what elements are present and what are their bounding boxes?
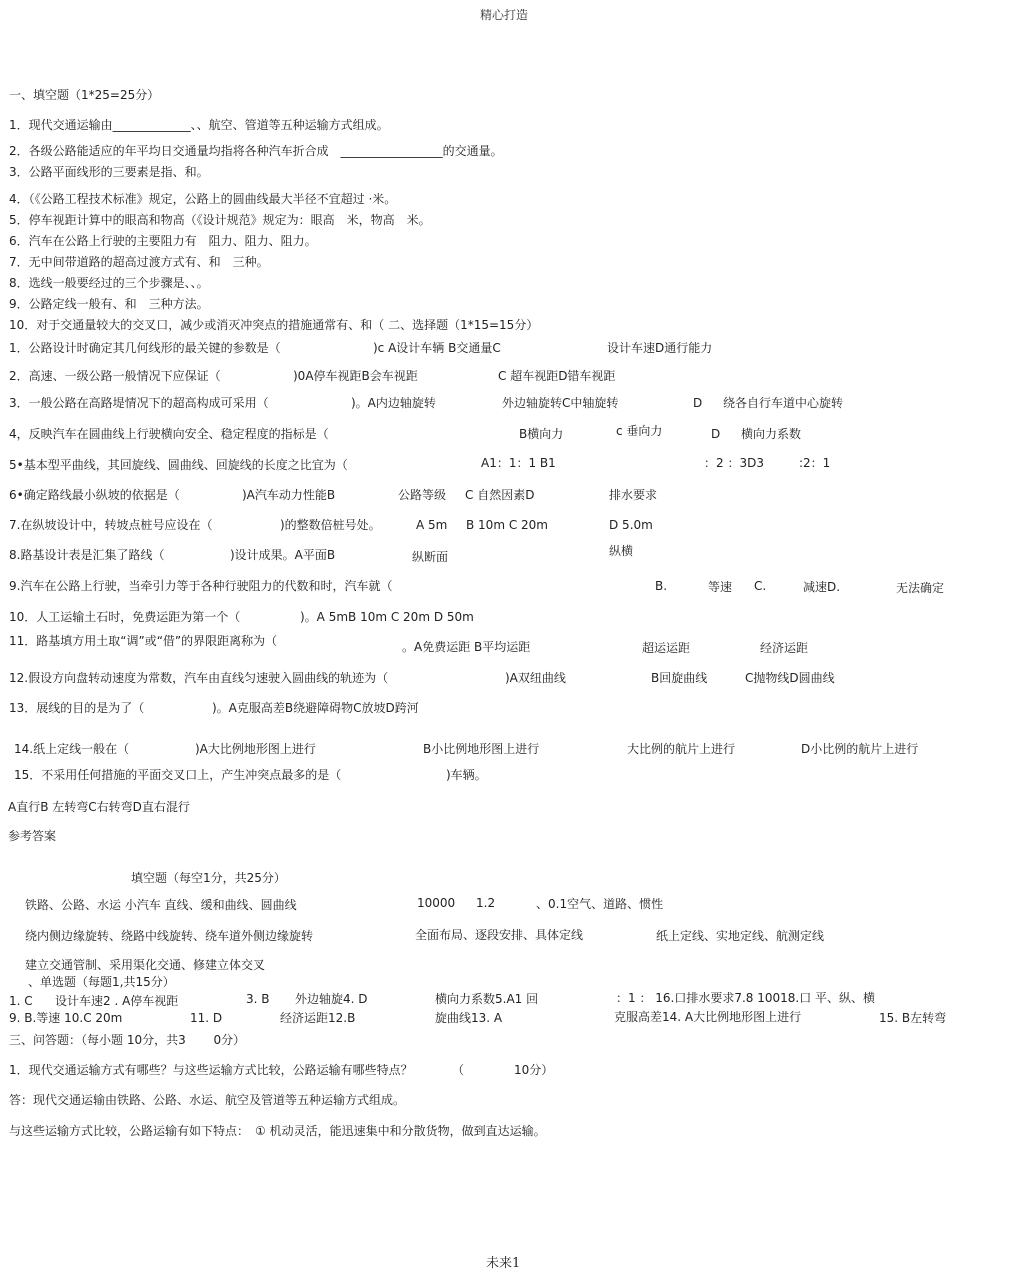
fill-question-1: 1．现代交通运输由_____________、、航空、管道等五种运输方式组成。	[9, 118, 389, 132]
answer-choice-row1-c: 3. B	[246, 992, 270, 1006]
choice-question-10: 10．人工运输土石时，免费运距为第一个（	[9, 610, 241, 624]
choice-1-options-a: )c A设计车辆 B交通量C	[373, 341, 501, 355]
answer-fill-line1-b: 10000	[417, 896, 456, 910]
choice-6-options-a: )A汽车动力性能B	[242, 488, 336, 502]
answers-choice-title: 、单选题（每题1,共15分）	[28, 975, 175, 989]
qa-question-1-paren: （	[452, 1063, 465, 1077]
choice-10-options: )。A 5mB 10m C 20m D 50m	[300, 610, 474, 624]
choice-8-options-b: 纵断面	[412, 550, 449, 564]
answer-choice-row2-d: 旋曲线13. A	[435, 1011, 503, 1025]
choice-3-options-d: 绕各自行车道中心旋转	[723, 396, 844, 410]
choice-6-options-d: 排水要求	[609, 488, 658, 502]
answer-choice-row2-a: 9. B.等速 10.C 20m	[9, 1011, 123, 1025]
choice-question-9: 9.汽车在公路上行驶，当牵引力等于各种行驶阻力的代数和时，汽车就（	[9, 579, 393, 593]
choice-15-blank: )车辆。	[446, 768, 487, 782]
answer-choice-row1-b: 设计车速2 . A停车视距	[55, 994, 179, 1008]
answer-choice-row1-a: 1. C	[9, 994, 33, 1008]
choice-question-4: 4，反映汽车在圆曲线上行驶横向安全、稳定程度的指标是（	[9, 427, 329, 441]
choice-14-options-d: D小比例的航片上进行	[801, 742, 919, 756]
answer-fill-line1-c: 1.2	[476, 896, 496, 910]
choice-7-options-d: D 5.0m	[609, 518, 653, 532]
fill-question-6: 6．汽车在公路上行驶的主要阻力有 阻力、阻力、阻力。	[9, 234, 317, 248]
choice-question-15: 15．不采用任何措施的平面交叉口上，产生冲突点最多的是（	[14, 768, 342, 782]
qa-question-1: 1．现代交通运输方式有哪些？与这些运输方式比较，公路运输有哪些特点？	[9, 1063, 413, 1077]
choice-4-options-a: B横向力	[519, 427, 564, 441]
answer-fill-line2-a: 绕内侧边缘旋转、绕路中线旋转、绕车道外侧边缘旋转	[25, 929, 314, 943]
answer-choice-row2-e: 克服高差14. A大比例地形图上进行	[614, 1010, 802, 1024]
choice-8-options-c: 纵横	[609, 544, 634, 558]
choice-9-options-b: 等速	[708, 580, 733, 594]
choice-4-options-b: c 垂向力	[616, 424, 663, 438]
answers-fill-title: 填空题（每空1分，共25分）	[131, 871, 286, 885]
choice-11-options-c: 经济运距	[760, 641, 809, 655]
answers-title: 参考答案	[8, 829, 57, 843]
choice-14-options-b: B小比例地形图上进行	[423, 742, 540, 756]
choice-2-options-a: )0A停车视距B会车视距	[293, 369, 418, 383]
choice-5-options-c: :2：1	[799, 456, 831, 470]
choice-14-options-a: )A大比例地形图上进行	[195, 742, 316, 756]
answer-choice-row1-e: 横向力系数5.A1 回	[435, 992, 539, 1006]
choice-12-options-b: B回旋曲线	[651, 671, 708, 685]
choice-question-1: 1．公路设计时确定其几何线形的最关键的参数是（	[9, 341, 281, 355]
section-title-qa: 三、问答题：（每小题 10分，共3 0分）	[9, 1033, 246, 1047]
choice-7-options-c: B 10m C 20m	[466, 518, 548, 532]
qa-question-1-score: 10分）	[514, 1063, 554, 1077]
choice-question-6: 6•确定路线最小纵坡的依据是（	[9, 488, 180, 502]
choice-question-3: 3．一般公路在高路堤情况下的超高构成可采用（	[9, 396, 269, 410]
choice-12-options-c: C抛物线D圆曲线	[745, 671, 835, 685]
choice-9-options-a: B.	[655, 579, 668, 593]
qa-answer-line2: 与这些运输方式比较，公路运输有如下特点： ① 机动灵活，能迅速集中和分散货物，做到直达运输。	[9, 1124, 546, 1138]
choice-6-options-b: 公路等级	[398, 488, 447, 502]
fill-question-3: 3．公路平面线形的三要素是指、和。	[9, 165, 209, 179]
choice-13-options: )。A克服高差B绕避障碍物C放坡D跨河	[212, 701, 419, 715]
choice-question-5: 5•基本型平曲线，其回旋线、圆曲线、回旋线的长度之比宜为（	[9, 458, 348, 472]
qa-answer-line1: 答：现代交通运输由铁路、公路、水运、航空及管道等五种运输方式组成。	[9, 1093, 406, 1107]
choice-question-8: 8.路基设计表是汇集了路线（	[9, 548, 165, 562]
choice-question-13: 13．展线的目的是为了（	[9, 701, 145, 715]
choice-14-options-c: 大比例的航片上进行	[627, 742, 736, 756]
choice-5-options-a: A1：1：1 B1	[481, 456, 556, 470]
choice-9-options-d: 减速D.	[803, 580, 841, 594]
page-header: 精心打造	[480, 8, 529, 22]
choice-3-options-b: 外边轴旋转C中轴旋转	[502, 396, 619, 410]
choice-12-options-a: )A双纽曲线	[505, 671, 566, 685]
fill-question-2: 2．各级公路能适应的年平均日交通量均指将各种汽车折合成 _________________的交通量。	[9, 144, 503, 158]
answer-choice-row1-d: 外边轴旋4. D	[295, 992, 368, 1006]
answer-choice-row2-f: 15. B左转弯	[879, 1011, 947, 1025]
choice-15-options: A直行B 左转弯C右转弯D直右混行	[8, 800, 190, 814]
fill-question-5: 5．停车视距计算中的眼高和物高（《设计规范》规定为：眼高 米，物高 米。	[9, 213, 431, 227]
answer-fill-line2-b: 全面布局、逐段安排、具体定线	[415, 928, 584, 942]
choice-question-14: 14.纸上定线一般在（	[14, 742, 130, 756]
choice-7-options-b: A 5m	[416, 518, 448, 532]
fill-question-10: 10．对于交通量较大的交叉口，减少或消灭冲突点的措施通常有、和（ 二、选择题（1*15=15分）	[9, 318, 539, 332]
page-footer: 未来1	[486, 1256, 521, 1271]
fill-question-7: 7．无中间带道路的超高过渡方式有、和 三种。	[9, 255, 269, 269]
answer-fill-line3: 建立交通管制、采用渠化交通、修建立体交叉	[25, 958, 266, 972]
answer-fill-line2-c: 纸上定线、实地定线、航测定线	[656, 929, 825, 943]
answer-fill-line1-d: 、0.1空气、道路、惯性	[536, 897, 664, 911]
choice-2-options-b: C 超车视距D错车视距	[498, 369, 616, 383]
choice-3-options-a: )。A内边轴旋转	[351, 396, 436, 410]
choice-11-options-b: 超运运距	[642, 641, 691, 655]
choice-8-options-a: )设计成果。A平面B	[230, 548, 336, 562]
fill-question-8: 8．选线一般要经过的三个步骤是、、。	[9, 276, 209, 290]
fill-question-9: 9．公路定线一般有、和 三种方法。	[9, 297, 209, 311]
choice-1-options-b: 设计车速D通行能力	[607, 341, 713, 355]
answer-choice-row1-f: ：1 ： 16.口排水要求7.8 10018.口 平、纵、横	[616, 991, 876, 1005]
choice-4-options-c: D	[711, 427, 721, 441]
choice-9-options-e: 无法确定	[896, 581, 945, 595]
choice-11-options-a: 。A免费运距 B平均运距	[402, 640, 531, 654]
choice-question-11: 11．路基填方用土取“调”或“借”的界限距离称为（	[9, 634, 278, 648]
section-title-fill-blanks: 一、填空题（1*25=25分）	[9, 88, 160, 102]
choice-4-options-d: 横向力系数	[741, 427, 802, 441]
answer-choice-row2-b: 11. D	[190, 1011, 223, 1025]
answer-fill-line1-a: 铁路、公路、水运 小汽车 直线、缓和曲线、圆曲线	[25, 898, 297, 912]
choice-6-options-c: C 自然因素D	[465, 488, 535, 502]
choice-5-options-b: ：2 ：3D3	[704, 456, 764, 470]
choice-9-options-c: C.	[754, 579, 767, 593]
choice-3-options-c: D	[693, 396, 703, 410]
choice-7-options-a: )的整数倍桩号处。	[280, 518, 381, 532]
fill-question-4: 4．（《公路工程技术标准》规定，公路上的圆曲线最大半径不宜超过 ·米。	[9, 192, 397, 206]
choice-question-12: 12.假设方向盘转动速度为常数，汽车由直线匀速驶入圆曲线的轨迹为（	[9, 671, 389, 685]
choice-question-2: 2．高速、一级公路一般情况下应保证（	[9, 369, 221, 383]
answer-choice-row2-c: 经济运距12.B	[280, 1011, 356, 1025]
choice-question-7: 7.在纵坡设计中，转坡点桩号应设在（	[9, 518, 213, 532]
